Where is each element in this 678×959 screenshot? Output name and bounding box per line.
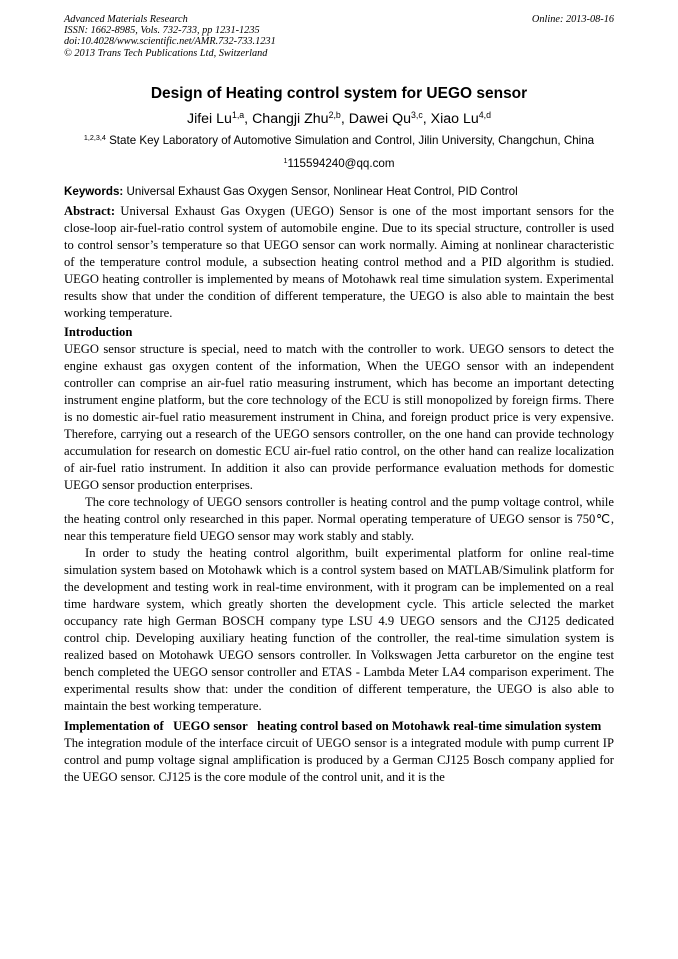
journal-issn: ISSN: 1662-8985, Vols. 732-733, pp 1231-1235 [64, 25, 260, 37]
author: Xiao Lu$^{4,d}$ [430, 109, 491, 127]
paper-page [64, 14, 614, 786]
online-date: Online: 2013-08-16 [531, 14, 614, 25]
abstract [64, 203, 614, 322]
keywords [64, 185, 614, 198]
abstract-label: Abstract: [64, 203, 116, 218]
author-email: $^1$115594240@qq.com [283, 155, 395, 170]
paragraph: In order to study the heating control algorithm, built experimental platform for online real-time simulation system based on Motohawk which is a control system based on MATLAB/Simulink platform for the development and testing work in real-time environment, with it program can be implemented on a real time hardware system, which greatly shorten the development cycle. This article selected the market occupancy rate high German BOSCH company type LSU 4.9 UEGO sensors and the CJ125 dedicated control chip. Developing auxiliary heating function of the controller, the real-time simulation system is realized based on Motohawk UEGO sensors controller. In Volkswagen Jetta carburetor on the engine test bench completed the UEGO sensor controller and ETAS - Lambda Meter LA4 comparison experiment. The experimental results show that: under the condition of different temperature, the UEGO is also able to maintain the best working temperature. [64, 545, 614, 713]
journal-copyright: © 2013 Trans Tech Publications Ltd, Switzerland [64, 47, 268, 59]
paragraph: UEGO sensor structure is special, need to match with the controller to work. UEGO sensors to detect the engine exhaust gas oxygen content of the information, When the UEGO sensor with an independent controller can comprise an air-fuel ratio measuring instrument, which has become an important detecting instrument engine platform, but the core technology of the ECU is still monopolized by foreign firms. There is no domestic air-fuel ratio measurement instrument in China, and foreign product price is very expensive. Therefore, carrying out a research of the UEGO sensors controller, on the one hand can provide technology accumulation for research on domestic ECU air-fuel ratio control, on the other hand can realize localization of air-fuel ratio instrument. In addition it also can provide performance evaluation methods for domestic UEGO sensor production enterprises. [64, 341, 614, 492]
paragraph: The integration module of the interface circuit of UEGO sensor is a integrated module with pump current IP control and pump voltage signal amplification is produced by a German CJ125 Bosch company applied for the UEGO sensor. CJ125 is the core module of the control unit, and it is the [64, 735, 614, 784]
journal-header [64, 14, 614, 59]
section-heading-implementation: Implementation of UEGO sensor heating control based on Motohawk real-time simulation system [64, 718, 602, 733]
affiliation: $^{1,2,3,4}$ State Key Laboratory of Automotive Simulation and Control, Jilin University, Changchun, China [83, 132, 595, 147]
paragraph: The core technology of UEGO sensors controller is heating control and the pump voltage control, while the heating control only researched in this paper. Normal operating temperature of UEGO sensor is 750℃, near this temperature field UEGO sensor may work stably and stably. [64, 494, 614, 543]
paper-title: Design of Heating control system for UEGO sensor [150, 84, 528, 102]
author-list: Jifei Lu$^{1,a}$, Changji Zhu$^{2,b}$, Dawei Qu$^{3,c}$, Xiao Lu$^{4,d}$ [186, 109, 491, 127]
author: Dawei Qu$^{3,c}$ [348, 109, 423, 127]
author: Jifei Lu$^{1,a}$ [186, 109, 245, 127]
section-heading-introduction: Introduction [64, 324, 133, 339]
keywords-text: Universal Exhaust Gas Oxygen Sensor, Nonlinear Heat Control, PID Control [126, 184, 518, 198]
journal-doi: doi:10.4028/www.scientific.net/AMR.732-733.1231 [64, 36, 276, 48]
keywords-label: Keywords: [64, 184, 124, 198]
author: Changji Zhu$^{2,b}$ [252, 109, 341, 127]
journal-name: Advanced Materials Research [64, 14, 188, 25]
abstract-text: Universal Exhaust Gas Oxygen (UEGO) Sensor is one of the most important sensors for the close-loop air-fuel-ratio control system of automobile engine. Due to its special structure, controller is used to control sensor’s temperature so that UEGO sensor can work normally. Aiming at nonlinear characteristic of the temperature control module, a subsection heating control method and a PID algorithm is studied. UEGO heating controller is implemented by means of Motohawk real time simulation system. Experimental results show that under the condition of different temperature, the UEGO is also able to maintain the best working temperature. [64, 203, 614, 320]
